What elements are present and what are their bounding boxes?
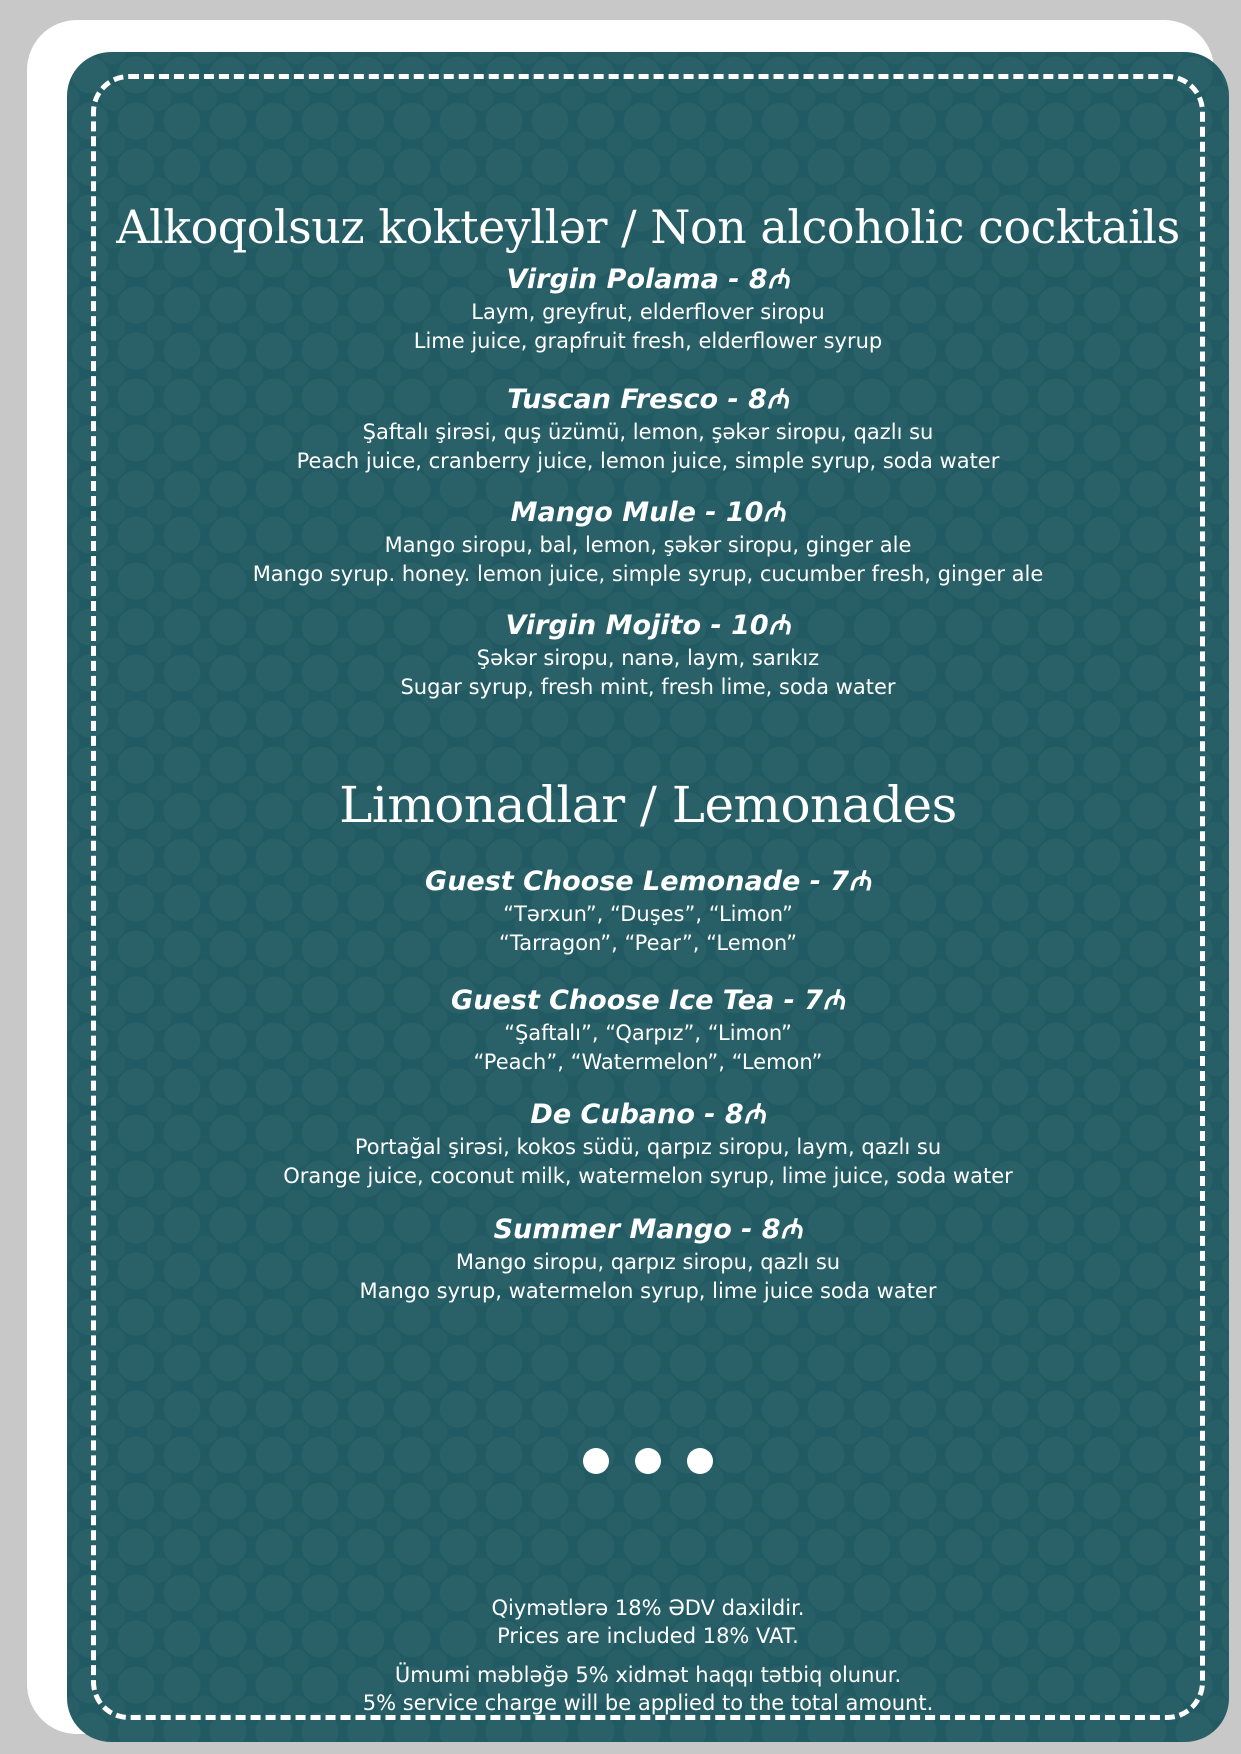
vat-note (67, 1594, 1229, 1650)
menu-item (67, 608, 1229, 702)
dot-icon (635, 1448, 661, 1474)
menu-item (67, 1212, 1229, 1306)
item-ingredients-en: Mango syrup, watermelon syrup, lime juice soda water (359, 1279, 937, 1303)
item-ingredients-az: Mango siropu, bal, lemon, şəkər siropu, ginger ale (384, 533, 912, 557)
menu-item (67, 262, 1229, 356)
service-note-az: Ümumi məbləğə 5% xidmət haqqı tətbiq olunur. (394, 1663, 902, 1687)
item-ingredients-az: Şəkər siropu, nanə, laym, sarıkız (476, 646, 820, 670)
item-ingredients-en: Lime juice, grapfruit fresh, elderflower syrup (413, 329, 883, 353)
item-ingredients-az: “Şaftalı”, “Qarpız”, “Limon” (504, 1021, 792, 1045)
item-ingredients-en: Mango syrup. honey. lemon juice, simple syrup, cucumber fresh, ginger ale (252, 562, 1044, 586)
menu-content (67, 52, 1229, 1742)
item-ingredients-az: Portağal şirəsi, kokos südü, qarpız siropu, laym, qazlı su (354, 1135, 942, 1159)
item-ingredients-az: Şaftalı şirəsi, quş üzümü, lemon, şəkər siropu, qazlı su (362, 420, 934, 444)
item-ingredients-en: Sugar syrup, fresh mint, fresh lime, soda water (400, 675, 896, 699)
menu-panel (67, 52, 1229, 1742)
menu-item (67, 983, 1229, 1077)
dot-icon (687, 1448, 713, 1474)
item-ingredients-az: Laym, greyfrut, elderflover siropu (471, 300, 825, 324)
menu-item (67, 495, 1229, 589)
item-ingredients-en: Orange juice, coconut milk, watermelon syrup, lime juice, soda water (283, 1164, 1013, 1188)
item-name: Guest Choose Lemonade - 7₼ (425, 866, 871, 897)
vat-note-az: Qiymətlərə 18% ƏDV daxildir. (491, 1596, 805, 1620)
item-ingredients-en: Peach juice, cranberry juice, lemon juice, simple syrup, soda water (296, 449, 1000, 473)
section-title-cocktails: Alkoqolsuz kokteyllər / Non alcoholic cocktails (116, 200, 1180, 254)
menu-item (67, 1097, 1229, 1191)
item-ingredients-az: Mango siropu, qarpız siropu, qazlı su (455, 1250, 841, 1274)
item-name: Guest Choose Ice Tea - 7₼ (451, 985, 845, 1016)
item-name: Tuscan Fresco - 8₼ (507, 384, 789, 415)
item-ingredients-en: “Tarragon”, “Pear”, “Lemon” (499, 931, 797, 955)
item-name: Virgin Polama - 8₼ (506, 264, 790, 295)
vat-note-en: Prices are included 18% VAT. (497, 1624, 799, 1648)
item-ingredients-az: “Tərxun”, “Duşes”, “Limon” (503, 902, 793, 926)
item-name: Mango Mule - 10₼ (510, 497, 786, 528)
item-ingredients-en: “Peach”, “Watermelon”, “Lemon” (473, 1050, 823, 1074)
section-title-lemonades: Limonadlar / Lemonades (339, 776, 957, 834)
item-name: Virgin Mojito - 10₼ (505, 610, 791, 641)
dot-icon (583, 1448, 609, 1474)
menu-page (27, 20, 1214, 1734)
decorative-dots (67, 1448, 1229, 1474)
item-name: De Cubano - 8₼ (530, 1099, 766, 1130)
service-note-en: 5% service charge will be applied to the total amount. (362, 1691, 934, 1715)
service-note (67, 1661, 1229, 1717)
menu-item (67, 864, 1229, 958)
item-name: Summer Mango - 8₼ (493, 1214, 803, 1245)
menu-item (67, 382, 1229, 476)
